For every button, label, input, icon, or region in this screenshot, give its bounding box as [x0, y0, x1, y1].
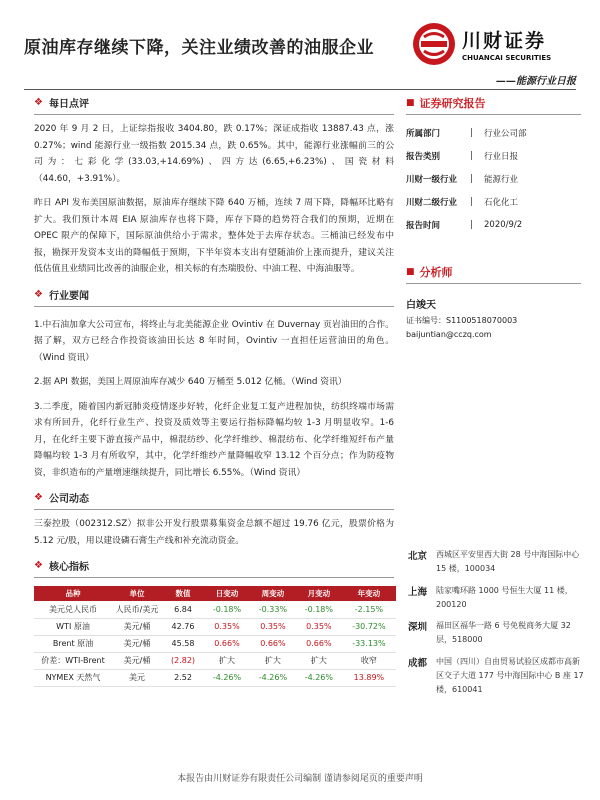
logo-english-name: CHUANCAI SECURITIES: [462, 54, 552, 62]
metric-unit: 美元/桶: [112, 635, 162, 652]
info-key: 川财二级行业: [406, 197, 458, 208]
office-address: 福田区福华一路 6 号免税商务大厦 32 层，518000: [436, 621, 571, 644]
office-chengdu: [408, 655, 584, 697]
column-header: 品种: [34, 586, 112, 601]
diamond-bullet-icon: ❖: [34, 97, 43, 108]
metric-name: Brent 原油: [34, 635, 112, 652]
metric-unit: 美元: [112, 669, 162, 686]
table-row: [34, 618, 396, 635]
info-key: 川财一级行业: [406, 174, 458, 185]
daily-review-paragraph-2: 昨日 API 发布美国原油数据，原油库存继续下降 640 万桶，连续 7 周下降，降幅环比略有扩大。我们预计本周 EIA 原油库存也将下降，库存下降的趋势符合我们的预期，近期在 OPEC 限产的保障下，国际原油供给小于需求，整体处于去库存状态。三桶油已经发布中报，勘探开发资本支出的降幅低于预期，下半年资本支出有望随油价上涨而提升，建议关注低估值且业绩同比改善的油服企业，相关标的有杰瑞股份、中油工程、中海油服等。: [34, 198, 394, 274]
industry-news-item-1: 1.中石油加拿大公司宣布，将终止与北美能源企业 Ovintiv 在 Duvernay 页岩油田的合作。据了解，双方已经合作投资该油田长达 8 年时间，Ovintiv 一直担任运营油田的角色。（Wind 资讯）: [34, 319, 394, 363]
diamond-bullet-icon: ❖: [34, 288, 43, 300]
daily-review-paragraph-1: 2020 年 9 月 2 日，上证综指报收 3404.80，跌 0.17%；深证成指收 13887.43 点，涨 0.27%；wind 能源行业一级指数 2015.34 点，跌 0.65%。其中，能源行业涨幅前三的公司为：七彩化学(33.03,+14.69%)、四方达(6.65,+6.23%)、国瓷材料（44.60，+3.91%）。: [34, 124, 394, 184]
company-logo: [412, 22, 551, 66]
column-header: 周变动: [250, 586, 296, 601]
weekly-change: -4.26%: [250, 669, 296, 686]
daily-review-heading: ❖ 每日点评: [34, 95, 394, 115]
table-row: [34, 652, 396, 669]
core-metrics-table: [34, 586, 396, 687]
table-row: [34, 635, 396, 652]
core-metrics-heading: ❖ 核心指标: [34, 558, 394, 578]
office-address: 陆家嘴环路 1000 号恒生大厦 11 楼，200120: [436, 586, 573, 609]
diamond-bullet-icon: ❖: [34, 492, 43, 503]
table-header-row: [34, 586, 396, 601]
analyst-email[interactable]: baijuntian@cczq.com: [406, 330, 492, 339]
analyst-certificate: 证书编号：S1100518070003: [406, 316, 518, 325]
info-value: 行业公司部: [484, 128, 527, 139]
info-row: 报告类别 | 行业日报: [406, 144, 581, 167]
info-key: 报告时间: [406, 220, 441, 231]
sidebar: [406, 95, 581, 339]
square-bullet-icon: ■: [406, 267, 415, 277]
weekly-change: 0.35%: [250, 618, 296, 635]
weekly-change: 扩大: [250, 652, 296, 669]
info-value: 2020/9/2: [484, 219, 523, 230]
metric-value: 45.58: [162, 635, 204, 652]
yearly-change: 13.89%: [342, 669, 396, 686]
daily-change: -4.26%: [204, 669, 250, 686]
info-key: 报告类别: [406, 151, 441, 162]
monthly-change: -4.26%: [296, 669, 342, 686]
industry-news-heading: ❖ 行业要闻: [34, 287, 394, 307]
monthly-change: -0.18%: [296, 601, 342, 618]
office-city: 北京: [408, 551, 428, 562]
info-value: 石化化工: [484, 197, 519, 208]
logo-chinese-name: 川财证券: [462, 30, 547, 52]
metric-value: (2.82): [162, 652, 204, 669]
column-header: 数值: [162, 586, 204, 601]
metric-unit: 人民币/美元: [112, 601, 162, 618]
column-header: 年变动: [342, 586, 396, 601]
yearly-change: -2.15%: [342, 601, 396, 618]
monthly-change: 0.66%: [296, 635, 342, 652]
metric-name: 价差：WTI-Brent: [34, 652, 112, 669]
yearly-change: 收窄: [342, 652, 396, 669]
info-row: 川财一级行业 | 能源行业: [406, 167, 581, 190]
page-footer: 本报告由川财证券有限责任公司编制 谨请参阅尾页的重要声明: [177, 774, 423, 784]
diamond-bullet-icon: ❖: [34, 560, 43, 571]
table-row: [34, 601, 396, 618]
industry-news-item-2: 2.据 API 数据，美国上周原油库存减少 640 万桶至 5.012 亿桶。（Wind 资讯）: [34, 377, 347, 387]
daily-change: 扩大: [204, 652, 250, 669]
info-value: 能源行业: [484, 174, 519, 185]
yearly-change: -30.72%: [342, 618, 396, 635]
daily-change: 0.35%: [204, 618, 250, 635]
info-row: 所属部门 | 行业公司部: [406, 121, 581, 144]
industry-news-item-3: 3.二季度，随着国内新冠肺炎疫情逐步好转，化纤企业复工复产进程加快，纺织终端市场需求有所回升，化纤行业生产、投资及质效等主要运行指标降幅均较 1-3 月明显收窄。1-6 月，在化纤主要下游直接产品中，棉混纺纱、化学纤维纱、棉混纺布、化学纤维短纤布产量降幅均较 1-3 月有所收窄，其中，化学纤维纱产量降幅收窄 13.12 个百分点；作为防疫物资，非织造布的产量增速继续提升，同比增长 6.55%。（Wind 资讯）: [34, 401, 394, 478]
daily-change: -0.18%: [204, 601, 250, 618]
company-news-item-1: 三泰控股（002312.SZ）拟非公开发行股票募集资金总额不超过 19.76 亿元，股票价格为 5.12 元/股，用以建设磷石膏生产线和补充流动资金。: [34, 519, 394, 546]
office-city: 深圳: [408, 622, 428, 633]
yearly-change: -33.13%: [342, 635, 396, 652]
info-value: 行业日报: [484, 151, 519, 162]
metric-value: 2.52: [162, 669, 204, 686]
metric-name: NYMEX 天然气: [34, 669, 112, 686]
metric-unit: 美元/桶: [112, 618, 162, 635]
column-header: 日变动: [204, 586, 250, 601]
office-shenzhen: [408, 619, 584, 647]
column-header: 单位: [112, 586, 162, 601]
metric-name: 美元兑人民币: [34, 601, 112, 618]
office-city: 成都: [408, 658, 428, 669]
office-shanghai: [408, 584, 584, 612]
report-title: 原油库存继续下降，关注业绩改善的油服企业: [24, 38, 374, 58]
office-address: 西城区平安里西大街 28 号中海国际中心 15 楼，100034: [436, 550, 580, 573]
office-city: 上海: [408, 587, 428, 598]
square-bullet-icon: ■: [406, 98, 415, 108]
weekly-change: -0.33%: [250, 601, 296, 618]
metric-value: 42.76: [162, 618, 204, 635]
report-subtitle: ——能源行业日报: [496, 76, 576, 87]
analyst-heading: ■ 分析师: [406, 264, 581, 284]
monthly-change: 扩大: [296, 652, 342, 669]
analyst-name: 白竣天: [406, 300, 436, 311]
metric-name: WTI 原油: [34, 618, 112, 635]
office-address: 中国（四川）自由贸易试验区成都市高新区交子大道 177 号中海国际中心 B 座 17 楼，610041: [436, 657, 584, 694]
column-header: 月变动: [296, 586, 342, 601]
report-info-heading: ■ 证券研究报告: [406, 95, 581, 115]
metric-value: 6.84: [162, 601, 204, 618]
info-row: 报告时间 | 2020/9/2: [406, 213, 581, 236]
header-divider: [24, 89, 576, 90]
info-row: 川财二级行业 | 石化化工: [406, 190, 581, 213]
metric-unit: 美元/桶: [112, 652, 162, 669]
daily-change: 0.66%: [204, 635, 250, 652]
office-beijing: [408, 548, 584, 576]
table-row: [34, 669, 396, 686]
info-key: 所属部门: [406, 128, 441, 139]
monthly-change: 0.35%: [296, 618, 342, 635]
main-column: [34, 95, 394, 687]
chuancai-logo-icon: [412, 22, 456, 66]
weekly-change: 0.66%: [250, 635, 296, 652]
company-news-heading: ❖ 公司动态: [34, 490, 394, 510]
